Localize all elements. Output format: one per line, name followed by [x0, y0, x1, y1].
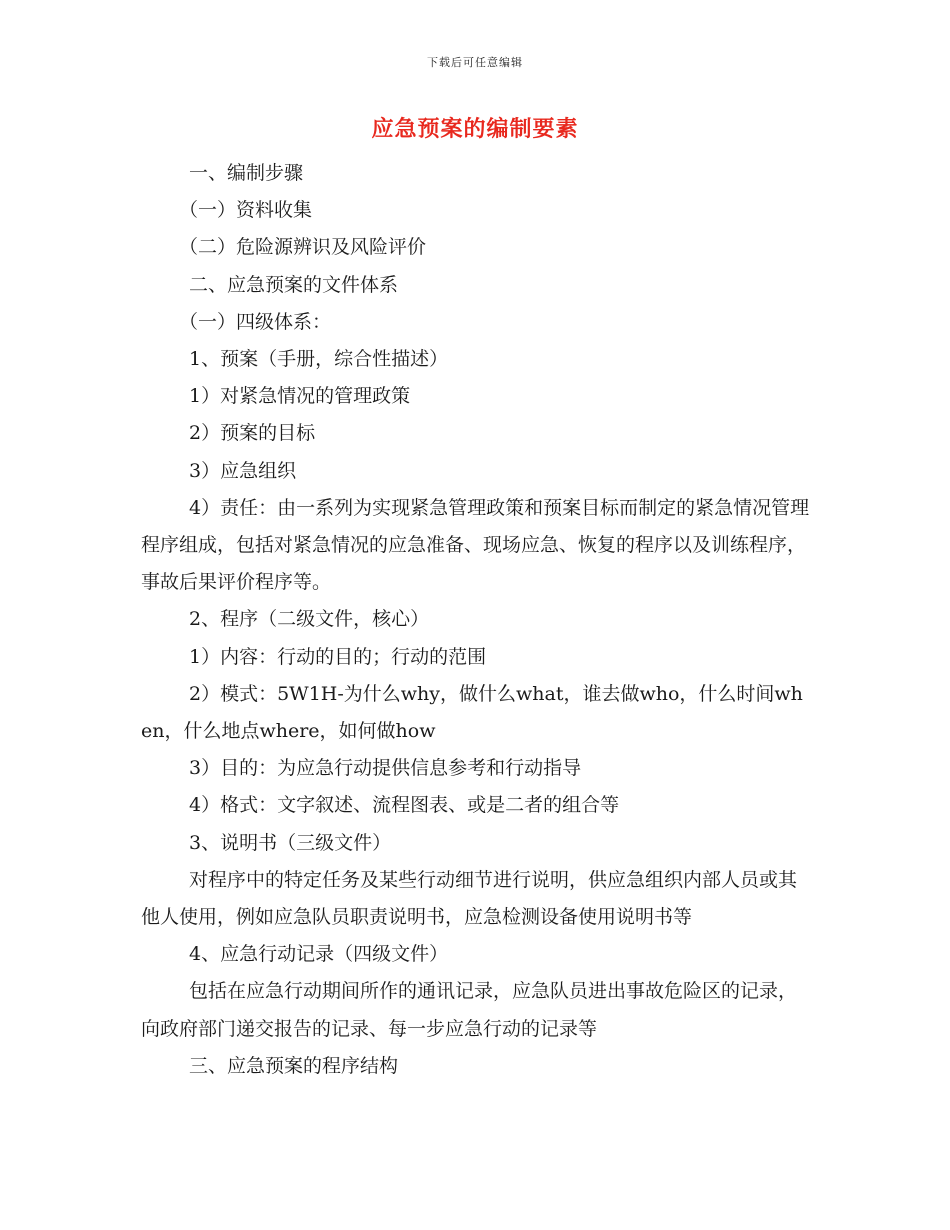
paragraph-manual-desc: 对程序中的特定任务及某些行动细节进行说明，供应急组织内部人员或其他人使用，例如应急队员职责说明书，应急检测设备使用说明书等	[141, 868, 798, 929]
heading-2: 二、应急预案的文件体系	[189, 273, 399, 296]
list-item-manual: 3、说明书（三级文件）	[189, 831, 392, 854]
list-item-procedure-content: 1）内容：行动的目的；行动的范围	[189, 645, 487, 668]
header-note: 下载后可任意编辑	[427, 56, 523, 69]
paragraph-records-desc: 包括在应急行动期间所作的通讯记录，应急队员进出事故危险区的记录，向政府部门递交报告的记录、每一步应急行动的记录等	[141, 980, 798, 1040]
list-item-plan-policy: 1）对紧急情况的管理政策	[189, 385, 411, 408]
subheading-1-1: （一）资料收集	[179, 199, 313, 222]
subheading-2-1: （一）四级体系：	[179, 310, 332, 333]
document-title: 应急预案的编制要素	[371, 117, 579, 142]
heading-3: 三、应急预案的程序结构	[189, 1054, 399, 1077]
list-item-procedure-purpose: 3）目的：为应急行动提供信息参考和行动指导	[189, 757, 582, 780]
list-item-plan-org: 3）应急组织	[189, 459, 297, 482]
list-item-plan-goal: 2）预案的目标	[189, 422, 316, 445]
list-item-plan-responsibility: 4）责任：由一系列为实现紧急管理政策和预案目标而制定的紧急情况管理程序组成，包括对紧急情况的应急准备、现场应急、恢复的程序以及训练程序，事故后果评价程序等。	[141, 496, 810, 594]
subheading-1-2: （二）危险源辨识及风险评价	[179, 236, 427, 259]
list-item-plan: 1、预案（手册，综合性描述）	[189, 348, 449, 371]
list-item-procedure: 2、程序（二级文件，核心）	[189, 608, 430, 631]
list-item-procedure-mode: 2）模式：5W1H-为什么why，做什么what，谁去做who，什么时间when，什么地点where，如何做how	[141, 682, 803, 743]
list-item-records: 4、应急行动记录（四级文件）	[189, 943, 449, 966]
heading-1: 一、编制步骤	[189, 162, 304, 184]
list-item-procedure-format: 4）格式：文字叙述、流程图表、或是二者的组合等	[189, 794, 620, 817]
document-body	[141, 155, 811, 1085]
